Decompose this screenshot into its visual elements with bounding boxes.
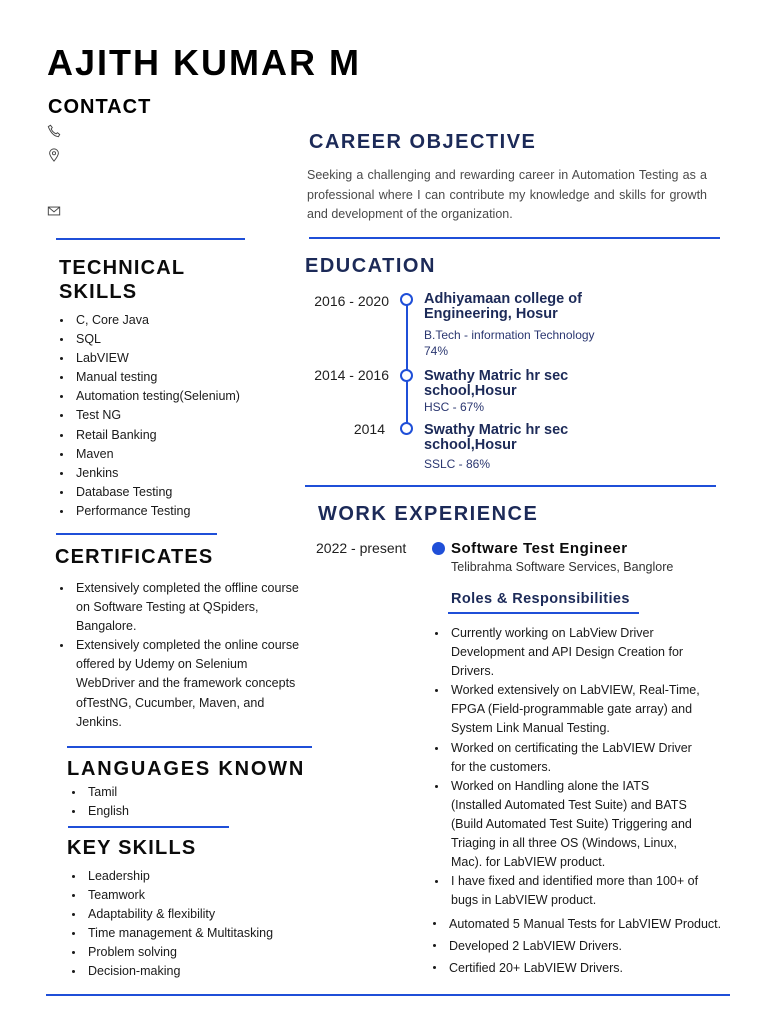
job-company: Telibrahma Software Services, Banglore — [451, 560, 674, 574]
list-item: I have fixed and identified more than 100+ of bugs in LabVIEW product. — [431, 872, 701, 910]
list-item: Extensively completed the offline course on Software Testing at QSpiders, Bangalore. — [56, 579, 306, 636]
technical-skills-heading-line2: SKILLS — [59, 281, 138, 303]
list-item: Worked on Handling alone the IATS (Installed Automated Test Suite) and BATS (Build Automated Test Suite) Triggering and Triaging in all three OS (Windows, Linux, Mac). for LabVIEW product. — [431, 777, 701, 872]
work-period: 2022 - present — [316, 540, 407, 556]
timeline-dot — [400, 369, 413, 382]
list-item: Time management & Multitasking — [68, 924, 308, 943]
list-item: Certified 20+ LabVIEW Drivers. — [429, 958, 749, 980]
career-objective-text: Seeking a challenging and rewarding career in Automation Testing as a professional where I can contribute my knowledge and skills for growth and development of the organization. — [307, 168, 707, 221]
list-item: English — [68, 802, 268, 821]
education-year: 2014 — [353, 421, 385, 437]
education-heading: EDUCATION — [305, 255, 436, 277]
list-item: Currently working on LabView Driver Development and API Design Creation for Drivers. — [431, 624, 701, 681]
divider — [448, 612, 639, 614]
list-item: Worked extensively on LabVIEW, Real-Time, FPGA (Field-programmable gate array) and System Link Manual Testing. — [431, 681, 701, 738]
phone-icon — [47, 124, 61, 138]
list-item: SQL — [56, 330, 296, 349]
resume-name: AJITH KUMAR M — [47, 42, 361, 83]
education-institution: Adhiyamaan college of Engineering, Hosur — [424, 291, 582, 322]
education-degree: B.Tech - information Technology — [424, 328, 595, 342]
list-item: Jenkins — [56, 464, 296, 483]
list-item: Performance Testing — [56, 502, 296, 521]
education-institution: Swathy Matric hr sec school,Hosur — [424, 368, 569, 399]
certificates-list — [56, 579, 306, 732]
list-item: Adaptability & flexibility — [68, 905, 308, 924]
location-icon — [47, 148, 61, 162]
languages-heading: LANGUAGES KNOWN — [67, 758, 306, 780]
work-experience-heading: WORK EXPERIENCE — [318, 503, 539, 525]
list-item: Leadership — [68, 867, 308, 886]
education-score: 74% — [424, 344, 449, 358]
education-year: 2014 - 2016 — [314, 367, 389, 383]
divider — [67, 746, 312, 748]
list-item: Automated 5 Manual Tests for LabVIEW Product. — [429, 914, 749, 936]
roles-heading: Roles & Responsibilities — [451, 591, 630, 607]
work-dot — [432, 542, 445, 555]
list-item: C, Core Java — [56, 311, 296, 330]
list-item: Teamwork — [68, 886, 308, 905]
list-item: Manual testing — [56, 368, 296, 387]
list-item: Decision-making — [68, 962, 308, 981]
timeline-line — [406, 300, 408, 431]
list-item: Automation testing(Selenium) — [56, 387, 296, 406]
contact-heading: CONTACT — [48, 96, 152, 118]
key-skills-list — [68, 867, 308, 982]
list-item: Worked on certificating the LabVIEW Driver for the customers. — [431, 739, 701, 777]
list-item: Retail Banking — [56, 426, 296, 445]
list-item: Extensively completed the online course offered by Udemy on Selenium WebDriver and the framework concepts ofTestNG, Cucumber, Maven, and Jenkins. — [56, 636, 306, 731]
roles-list-extra — [429, 914, 749, 979]
bottom-divider — [46, 994, 730, 996]
education-institution: Swathy Matric hr sec school,Hosur — [424, 422, 569, 453]
list-item: Tamil — [68, 783, 268, 802]
list-item: Test NG — [56, 406, 296, 425]
list-item: Maven — [56, 445, 296, 464]
certificates-heading: CERTIFICATES — [55, 546, 214, 568]
education-score: HSC - 67% — [424, 400, 485, 414]
divider — [56, 533, 217, 535]
career-objective-heading: CAREER OBJECTIVE — [309, 131, 537, 153]
divider — [56, 238, 245, 240]
list-item: Problem solving — [68, 943, 308, 962]
list-item: Database Testing — [56, 483, 296, 502]
languages-list — [68, 783, 268, 821]
technical-skills-heading — [59, 256, 185, 304]
list-item: LabVIEW — [56, 349, 296, 368]
email-icon — [47, 204, 61, 218]
list-item: Developed 2 LabVIEW Drivers. — [429, 936, 749, 958]
technical-skills-list — [56, 311, 296, 521]
technical-skills-heading-line1: TECHNICAL — [59, 257, 186, 279]
divider — [68, 826, 229, 828]
key-skills-heading: KEY SKILLS — [67, 837, 197, 859]
education-score: SSLC - 86% — [424, 457, 491, 471]
timeline-dot — [400, 422, 413, 435]
education-year: 2016 - 2020 — [314, 293, 389, 309]
divider — [309, 237, 720, 239]
divider — [305, 485, 716, 487]
timeline-dot — [400, 293, 413, 306]
job-title: Software Test Engineer — [451, 540, 628, 557]
roles-list — [431, 624, 701, 910]
